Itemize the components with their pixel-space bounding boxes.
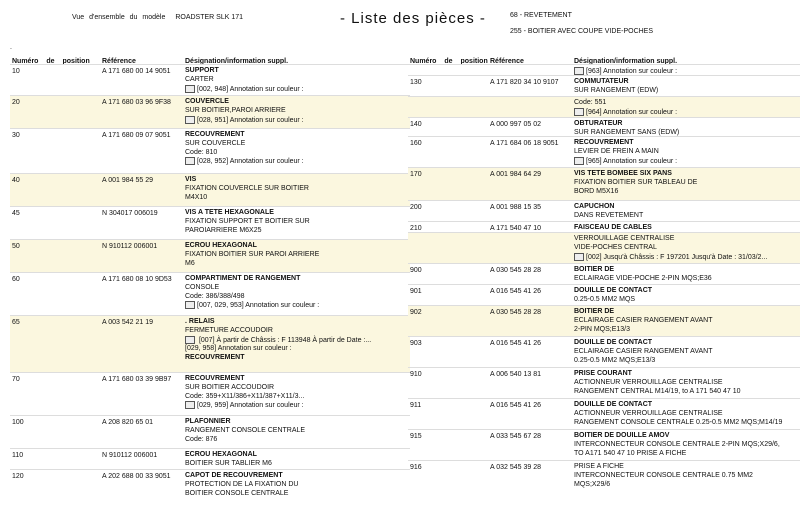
table-row [10,64,410,95]
description-line: CAPOT DE RECOUVREMENT [185,472,283,479]
model-label: Vue d'ensemble du modèle [72,14,166,21]
description-line: RECOUVREMENT [185,375,245,382]
position-number: 70 [12,376,20,383]
description-line: VIS TETE BOMBEE SIX PANS [574,170,672,177]
part-reference: A 016 545 41 26 [490,340,541,347]
part-description [185,98,304,125]
part-description [574,235,767,262]
description-line: M6 [185,259,195,267]
model-header [72,14,243,21]
part-reference: N 910112 006001 [102,452,158,459]
col-ref: Référence [102,58,136,65]
description-line: . RELAIS [185,318,215,325]
part-description [574,287,652,305]
position-number: 10 [12,68,20,75]
position-number: 200 [410,204,422,211]
annotation-line[interactable]: [028, 951] Annotation sur couleur : [185,116,304,126]
description-line: 2-PIN MQS;E13/3 [574,325,631,333]
part-reference: A 016 545 41 26 [490,402,541,409]
description-line: RECOUVREMENT [574,139,634,146]
description-line: [029, 958] Annotation sur couleur : [185,345,292,353]
part-reference: A 202 688 00 33 9051 [102,473,171,480]
table-row [408,96,800,117]
description-line: MQS;X29/6 [574,480,611,488]
part-reference: A 033 545 67 28 [490,433,541,440]
part-description [185,275,319,311]
annotation-line[interactable]: [963] Annotation sur couleur : [574,67,677,77]
description-line: DOUILLE DE CONTACT [574,339,653,346]
part-reference: A 030 545 28 28 [490,309,541,316]
description-line: PRISE A FICHE [574,463,624,470]
annotation-line[interactable]: [002] Jusqu'à Châssis : F 197201 Jusqu'à Date : 31/03/2... [574,253,767,263]
note-icon[interactable] [185,401,195,409]
table-row [10,469,410,504]
description-line: RANGEMENT CONSOLE CENTRALE 0.25-0.5 MM2 MQS;M14/19 [574,418,783,426]
description-line: SUR COUVERCLE [185,139,246,147]
annotation-line[interactable]: [002, 948] Annotation sur couleur : [185,85,304,95]
table-row [408,284,800,305]
description-line: BORD M5X16 [574,187,619,195]
page-title: - Liste des pièces - [340,10,486,27]
part-reference: A 171 680 03 96 9F38 [102,99,171,106]
description-line: PROTECTION DE LA FIXATION DU [185,480,299,488]
description-line: FERMETURE ACCOUDOIR [185,326,273,334]
table-row [408,200,800,221]
col-num: Numéro de position [410,58,488,65]
table-row [408,167,800,200]
part-description [185,418,305,444]
annotation-line[interactable]: [007, 029, 953] Annotation sur couleur : [185,301,319,311]
position-number: 170 [410,171,422,178]
description-line: RECOUVREMENT [185,131,245,138]
position-number: 120 [12,473,24,480]
table-row [408,305,800,336]
part-reference: A 006 540 13 81 [490,371,541,378]
description-line: ACTIONNEUR VERROUILLAGE CENTRALISE [574,409,723,417]
table-row [408,117,800,136]
part-reference: A 016 545 41 26 [490,288,541,295]
description-line: VIDE-POCHES CENTRAL [574,243,657,251]
table-row [10,95,410,128]
parts-list-right [408,64,800,491]
description-line: ECROU HEXAGONAL [185,451,257,458]
description-line: FIXATION SUPPORT ET BOITIER SUR [185,217,310,225]
part-description [185,209,310,235]
note-icon[interactable] [185,85,195,93]
description-line: BOITIER DE [574,308,615,315]
description-line: COUVERCLE [185,98,229,105]
description-line: Code: 386/388/498 [185,292,245,300]
note-icon[interactable] [185,301,195,309]
description-line: INTERCONNECTEUR CONSOLE CENTRALE 2-PIN MQS;X29/6, [574,440,780,448]
description-line: COMMUTATEUR [574,78,629,85]
note-icon[interactable] [574,67,584,75]
description-line: BOITIER CONSOLE CENTRALE [185,489,289,497]
position-number: 911 [410,402,422,409]
description-line: RANGEMENT CENTRAL M14/19, to A 171 540 47 10 [574,387,741,395]
part-description [574,463,753,489]
description-line: ACTIONNEUR VERROUILLAGE CENTRALISE [574,378,723,386]
description-line: CONSOLE [185,283,220,291]
part-reference: A 171 680 08 10 9D53 [102,276,172,283]
table-row [10,372,410,415]
note-icon[interactable] [185,336,195,344]
part-reference: N 304017 006019 [102,210,158,217]
note-icon[interactable] [574,108,584,116]
table-row [408,367,800,398]
description-line: FIXATION COUVERCLE SUR BOITIER [185,184,309,192]
description-line: PLAFONNIER [185,418,231,425]
description-line: BOITIER SUR TABLIER M6 [185,459,272,467]
description-line: Code: 551 [574,99,607,106]
part-reference: A 171 684 06 18 9051 [490,140,559,147]
table-row [408,460,800,491]
position-number: 901 [410,288,422,295]
position-number: 30 [12,132,20,139]
table-row [10,173,410,206]
position-number: 210 [410,225,422,232]
part-reference: N 910112 006001 [102,243,158,250]
description-line: INTERCONNECTEUR CONSOLE CENTRALE 0.75 MM2 [574,471,753,479]
position-number: 45 [12,210,20,217]
part-description [574,139,677,166]
description-line: M4X10 [185,193,208,201]
model-value: ROADSTER SLK 171 [175,14,244,21]
part-reference: A 000 997 05 02 [490,121,541,128]
description-line: CAPUCHON [574,203,615,210]
table-row [10,415,410,448]
description-line: ECROU HEXAGONAL [185,242,257,249]
part-description [574,120,679,138]
part-description [574,203,643,221]
part-description [185,242,319,268]
description-line: SUR BOITIER,PAROI ARRIERE [185,106,286,114]
part-description [574,308,712,334]
parts-list-left [10,64,410,504]
note-icon[interactable] [574,157,584,165]
part-description [574,266,712,284]
table-row [408,263,800,284]
description-line: PRISE COURANT [574,370,632,377]
annotation-line[interactable]: [029, 959] Annotation sur couleur : [185,401,304,411]
annotation-line[interactable]: [028, 952] Annotation sur couleur : [185,157,304,167]
description-line: FAISCEAU DE CABLES [574,224,652,231]
description-line: LEVIER DE FREIN A MAIN [574,147,659,155]
description-line: TO A171 540 47 10 PRISE A FICHE [574,449,687,457]
table-row [10,272,410,315]
part-description [185,375,304,411]
group-line-1: 68 - REVETEMENT [510,12,572,19]
description-line: BOITIER DE DOUILLE AMOV [574,432,670,439]
description-line: SUR BOITIER ACCOUDOIR [185,383,275,391]
part-description [574,339,712,365]
part-reference: A 171 680 00 14 9051 [102,68,171,75]
description-line: CARTER [185,75,214,83]
position-number: 40 [12,177,20,184]
part-reference: A 001 984 55 29 [102,177,153,184]
part-description [185,451,272,469]
part-description [185,472,298,498]
table-row [408,75,800,96]
description-line: 0.25-0.5 MM2 MQS [574,295,636,303]
part-reference: A 032 545 39 28 [490,464,541,471]
description-line: PAROIARRIERE M6X25 [185,226,262,234]
table-row [10,206,410,239]
description-line: ECLAIRAGE CASIER RANGEMENT AVANT [574,347,713,355]
table-row [10,315,410,372]
position-number: 903 [410,340,422,347]
part-reference: A 171 540 47 10 [490,225,541,232]
position-number: 140 [410,121,422,128]
table-row [408,429,800,460]
table-row [408,221,800,232]
group-line-2: 255 - BOITIER AVEC COUPE VIDE-POCHES [510,28,654,35]
description-line: FIXATION BOITIER SUR PAROI ARRIERE [185,250,320,258]
part-description [574,370,741,396]
part-description [574,401,782,427]
part-description [185,131,304,167]
description-line: DANS REVETEMENT [574,211,644,219]
col-ref: Référence [490,58,524,65]
part-reference: A 003 542 21 19 [102,319,153,326]
part-description [185,176,309,202]
table-row [10,128,410,173]
part-reference: A 208 820 65 01 [102,419,153,426]
description-line: DOUILLE DE CONTACT [574,401,653,408]
description-line: 0.25-0.5 MM2 MQS;E13/3 [574,356,656,364]
description-line: SUR RANGEMENT (EDW) [574,86,659,94]
position-number: 20 [12,99,20,106]
description-line: SUR RANGEMENT SANS (EDW) [574,128,680,136]
position-number: 910 [410,371,422,378]
description-line: ECLAIRAGE VIDE-POCHE 2-PIN MQS;E36 [574,274,712,282]
header-groups [510,8,653,40]
col-desc: Désignation/information suppl. [574,58,678,65]
part-reference: A 171 820 34 10 9107 [490,79,559,86]
annotation-line[interactable]: [007] À partir de Châssis : F 113948 À partir de Date :... [185,336,371,346]
part-description [185,318,371,363]
part-reference: A 001 988 15 35 [490,204,541,211]
table-row [408,398,800,429]
position-number: 916 [410,464,422,471]
description-line: VIS A TETE HEXAGONALE [185,209,274,216]
description-line: RECOUVREMENT [185,354,245,362]
table-row [408,232,800,263]
part-reference: A 171 680 09 07 9051 [102,132,171,139]
annotation-line[interactable]: [965] Annotation sur couleur : [574,157,677,167]
description-line: DOUILLE DE CONTACT [574,287,653,294]
description-line: OBTURATEUR [574,120,623,127]
part-description [574,99,677,117]
part-description [574,170,697,196]
part-reference: A 171 680 03 39 9B97 [102,376,172,383]
position-number: 100 [12,419,24,426]
description-line: Code: 876 [185,435,218,443]
description-line: FIXATION BOITIER SUR TABLEAU DE [574,178,698,186]
position-number: 900 [410,267,422,274]
position-number: 902 [410,309,422,316]
position-number: 160 [410,140,422,147]
table-row [10,448,410,469]
part-description [574,78,658,96]
position-number: 60 [12,276,20,283]
part-description [574,432,780,458]
part-description [185,67,304,94]
description-line: RANGEMENT CONSOLE CENTRALE [185,426,306,434]
description-line: Code: 359+X11/386+X11/387+X11/3... [185,392,305,400]
annotation-line[interactable]: [964] Annotation sur couleur : [574,108,677,118]
position-number: 915 [410,433,422,440]
note-icon[interactable] [185,157,195,165]
description-line: BOITIER DE [574,266,615,273]
table-row [10,239,410,272]
note-icon[interactable] [185,116,195,124]
col-num: Numéro de position [12,58,90,65]
part-reference: A 001 984 64 29 [490,171,541,178]
description-line: VERROUILLAGE CENTRALISE [574,235,675,242]
position-number: 65 [12,319,20,326]
description-line: SUPPORT [185,67,219,74]
description-line: Code: 810 [185,148,218,156]
table-row [408,136,800,167]
note-icon[interactable] [574,253,584,261]
description-line: COMPARTIMENT DE RANGEMENT [185,275,301,282]
description-line: VIS [185,176,197,183]
col-desc: Désignation/information suppl. [185,58,289,65]
position-number: 130 [410,79,422,86]
position-number: 110 [12,452,24,459]
marker-dot: . [10,44,12,51]
table-row [408,64,800,75]
table-row [408,336,800,367]
position-number: 50 [12,243,20,250]
part-reference: A 030 545 28 28 [490,267,541,274]
description-line: ECLAIRAGE CASIER RANGEMENT AVANT [574,316,713,324]
